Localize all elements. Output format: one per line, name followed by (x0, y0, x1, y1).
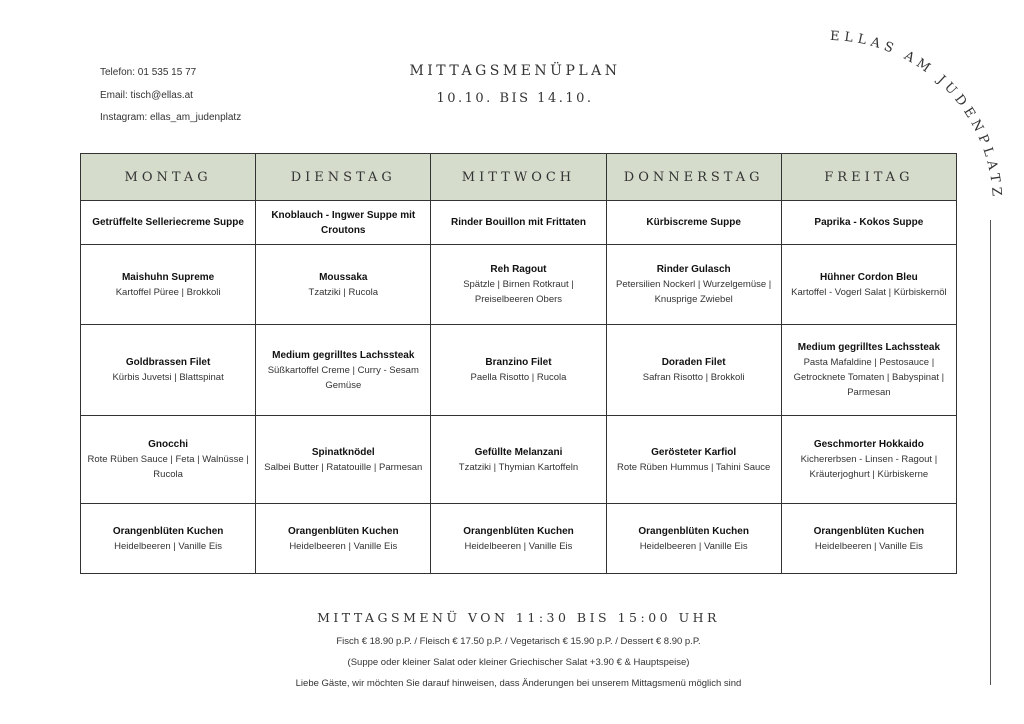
menu-cell (606, 245, 781, 325)
menu-cell (606, 201, 781, 245)
price-info: Fisch € 18.90 p.P. / Fleisch € 17.50 p.P. / Vegetarisch € 15.90 p.P. / Dessert € 8.90 p.P. (336, 636, 701, 647)
dish-name: Paprika - Kokos Suppe (814, 217, 924, 228)
menu-cell (81, 416, 256, 504)
dish-sides: Tzatziki | Rucola (308, 286, 379, 298)
vegetarian-row (81, 416, 957, 504)
dish-name: Maishuhn Supreme (121, 271, 215, 283)
dish-name: Orangenblüten Kuchen (813, 525, 925, 537)
dish-name: Moussaka (319, 271, 368, 283)
dish-name: Orangenblüten Kuchen (638, 525, 749, 537)
menu-cell (431, 245, 606, 325)
dish-sides: Salbei Butter | Ratatouille | Parmesan (264, 461, 423, 473)
dish-sides: Heidelbeeren | Vanille Eis (464, 540, 573, 552)
footer-title: MITTAGSMENÜ VON 11:30 BIS 15:00 UHR (317, 610, 720, 625)
dish-sides: Kartoffel Püree | Brokkoli (115, 286, 221, 298)
dish-sides: Pasta Mafaldine | Pestosauce | Getrocknete Tomaten | Babyspinat | Parmesan (793, 357, 945, 398)
menu-cell (431, 325, 606, 416)
soup-note: (Suppe oder kleiner Salat oder kleiner Griechischer Salat +3.90 € & Hauptspeise) (347, 657, 690, 668)
day-header-row (81, 154, 957, 201)
dish-sides: Rote Rüben Sauce | Feta | Walnüsse | Rucola (87, 454, 249, 480)
instagram-text: Instagram: ellas_am_judenplatz (100, 112, 242, 123)
day-header-friday: FREITAG (781, 154, 956, 201)
dish-sides: Kartoffel - Vogerl Salat | Kürbiskernöl (791, 286, 947, 298)
dish-sides: Spätzle | Birnen Rotkraut | Preiselbeeren Obers (463, 279, 574, 305)
dish-sides: Heidelbeeren | Vanille Eis (114, 540, 223, 552)
menu-cell (81, 504, 256, 574)
dish-name: Orangenblüten Kuchen (112, 525, 224, 537)
dish-name: Branzino Filet (485, 357, 552, 368)
day-header-thursday: DONNERSTAG (606, 154, 781, 201)
dish-name: Gnocchi (148, 439, 189, 450)
dish-name: Medium gegrilltes Lachssteak (797, 342, 941, 353)
menu-cell (256, 325, 431, 416)
menu-cell (781, 201, 956, 245)
footer (200, 610, 837, 694)
menu-cell (606, 504, 781, 574)
dish-name: Gefüllte Melanzani (474, 446, 563, 458)
dish-name: Geschmorter Hokkaido (813, 439, 924, 450)
dish-name: Orangenblüten Kuchen (463, 525, 574, 537)
menu-cell (256, 201, 431, 245)
dish-sides: Heidelbeeren | Vanille Eis (289, 540, 398, 552)
dish-sides: Petersilien Nockerl | Wurzelgemüse | Knusprige Zwiebel (616, 279, 772, 305)
dish-sides: Safran Risotto | Brokkoli (642, 372, 745, 383)
dish-name: Hühner Cordon Bleu (819, 271, 918, 283)
dish-name: Spinatknödel (311, 446, 375, 458)
menu-cell (606, 416, 781, 504)
dish-sides: Kürbis Juvetsi | Blattspinat (112, 372, 224, 383)
dish-name: Rinder Gulasch (656, 264, 731, 275)
dish-name: Medium gegrilltes Lachssteak (272, 349, 415, 361)
menu-cell (431, 504, 606, 574)
brand-name: ELLAS AM JUDENPLATZ (829, 28, 1005, 202)
menu-cell (81, 245, 256, 325)
day-header-tuesday: DIENSTAG (256, 154, 431, 201)
dish-name: Doraden Filet (661, 357, 726, 368)
phone-text: Telefon: 01 535 15 77 (100, 67, 197, 78)
dish-sides: Kichererbsen - Linsen - Ragout | Kräuterjoghurt | Kürbiskerne (800, 454, 938, 480)
date-range: 10.10. BIS 14.10. (436, 91, 594, 106)
email-text: Email: tisch@ellas.at (100, 89, 193, 101)
menu-cell (81, 325, 256, 416)
menu-cell (256, 416, 431, 504)
disclaimer-text: Liebe Gäste, wir möchten Sie darauf hinweisen, dass Änderungen bei unserem Mittagsmenü möglich sind (295, 678, 742, 689)
menu-cell (431, 201, 606, 245)
dish-sides: Paella Risotto | Rucola (470, 372, 567, 383)
dish-name: Goldbrassen Filet (125, 357, 211, 368)
menu-cell (431, 416, 606, 504)
dish-name: Kürbiscreme Suppe (646, 217, 741, 228)
dish-name: Reh Ragout (490, 264, 547, 275)
dish-sides: Tzatziki | Thymian Kartoffeln (458, 461, 579, 473)
menu-cell (256, 504, 431, 574)
dessert-row (81, 504, 957, 574)
dish-name: Knoblauch - Ingwer Suppe mit Croutons (271, 209, 416, 236)
dish-name: Rinder Bouillon mit Frittaten (450, 217, 586, 228)
contact-info (100, 62, 241, 130)
dish-sides: Rote Rüben Hummus | Tahini Sauce (616, 461, 771, 473)
dish-sides: Heidelbeeren | Vanille Eis (639, 540, 748, 552)
menu-cell (256, 245, 431, 325)
page-title: MITTAGSMENÜPLAN (409, 63, 621, 79)
title-block (340, 63, 690, 106)
dish-sides: Heidelbeeren | Vanille Eis (814, 540, 923, 552)
menu-cell (81, 201, 256, 245)
decorative-divider (990, 220, 991, 685)
day-header-monday: MONTAG (81, 154, 256, 201)
soup-row (81, 201, 957, 245)
fish-row (81, 325, 957, 416)
dish-name: Orangenblüten Kuchen (288, 525, 399, 537)
menu-cell (781, 245, 956, 325)
day-header-wednesday: MITTWOCH (431, 154, 606, 201)
menu-cell (606, 325, 781, 416)
dish-sides: Süßkartoffel Creme | Curry - Sesam Gemüse (267, 364, 419, 391)
menu-cell (781, 416, 956, 504)
dish-name: Gerösteter Karfiol (651, 446, 737, 458)
meat-row (81, 245, 957, 325)
menu-table (80, 153, 957, 574)
dish-name: Getrüffelte Selleriecreme Suppe (92, 217, 244, 228)
menu-cell (781, 325, 956, 416)
menu-cell (781, 504, 956, 574)
